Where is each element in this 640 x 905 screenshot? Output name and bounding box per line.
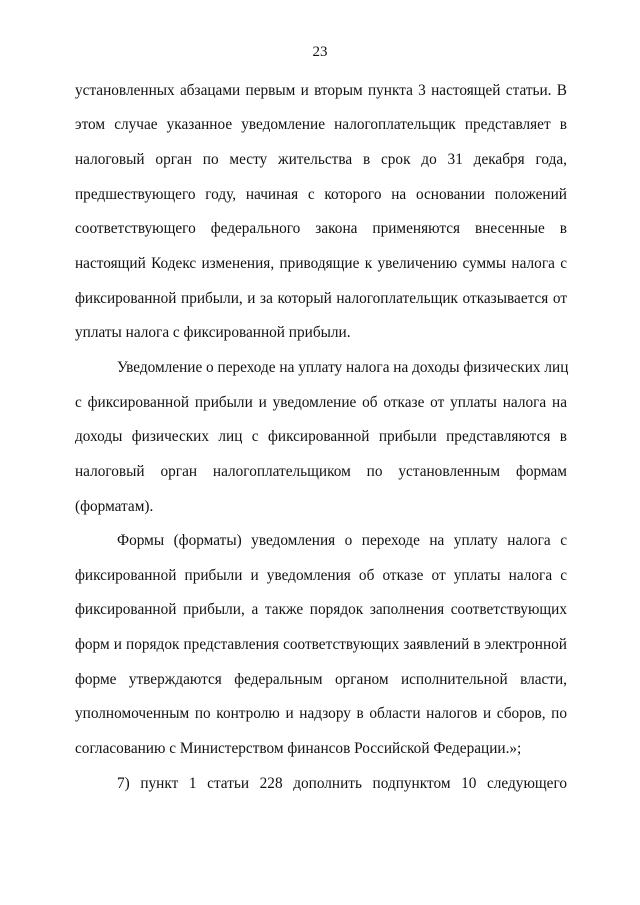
text-line: с фиксированной прибыли и уведомление об отказе от уплаты налога на: [75, 394, 567, 411]
text-line: форм и порядок представления соответствующих заявлений в электронной: [75, 636, 567, 653]
text-line: уплаты налога с фиксированной прибыли.: [75, 324, 351, 341]
text-line: настоящий Кодекс изменения, приводящие к увеличению суммы налога с: [75, 255, 567, 272]
text-line: 7) пункт 1 статьи 228 дополнить подпунктом 10 следующего: [117, 775, 567, 792]
text-line: фиксированной прибыли и уведомления об отказе от уплаты налога с: [75, 567, 567, 584]
text-line: налоговый орган налогоплательщиком по установленным формам: [75, 463, 567, 480]
text-line: фиксированной прибыли, и за который налогоплательщик отказывается от: [75, 290, 567, 307]
text-line: доходы физических лиц с фиксированной прибыли представляются в: [75, 428, 567, 445]
page-number: 23: [312, 44, 328, 60]
text-line: этом случае указанное уведомление налогоплательщик представляет в: [75, 116, 567, 133]
text-line: Формы (форматы) уведомления о переходе на уплату налога с: [117, 532, 567, 549]
text-line: форме утверждаются федеральным органом исполнительной власти,: [75, 671, 567, 688]
text-line: (форматам).: [75, 498, 154, 515]
text-line: соответствующего федерального закона применяются внесенные в: [75, 220, 567, 237]
text-line: налоговый орган по месту жительства в срок до 31 декабря года,: [75, 151, 567, 168]
text-line: установленных абзацами первым и вторым пункта 3 настоящей статьи. В: [75, 82, 567, 99]
text-line: согласованию с Министерством финансов Российской Федерации.»;: [75, 740, 522, 757]
text-line: Уведомление о переходе на уплату налога на доходы физических лиц: [117, 359, 569, 376]
text-line: предшествующего году, начиная с которого на основании положений: [75, 186, 567, 203]
text-line: фиксированной прибыли, а также порядок заполнения соответствующих: [75, 601, 567, 618]
text-line: уполномоченным по контролю и надзору в области налогов и сборов, по: [75, 705, 567, 722]
